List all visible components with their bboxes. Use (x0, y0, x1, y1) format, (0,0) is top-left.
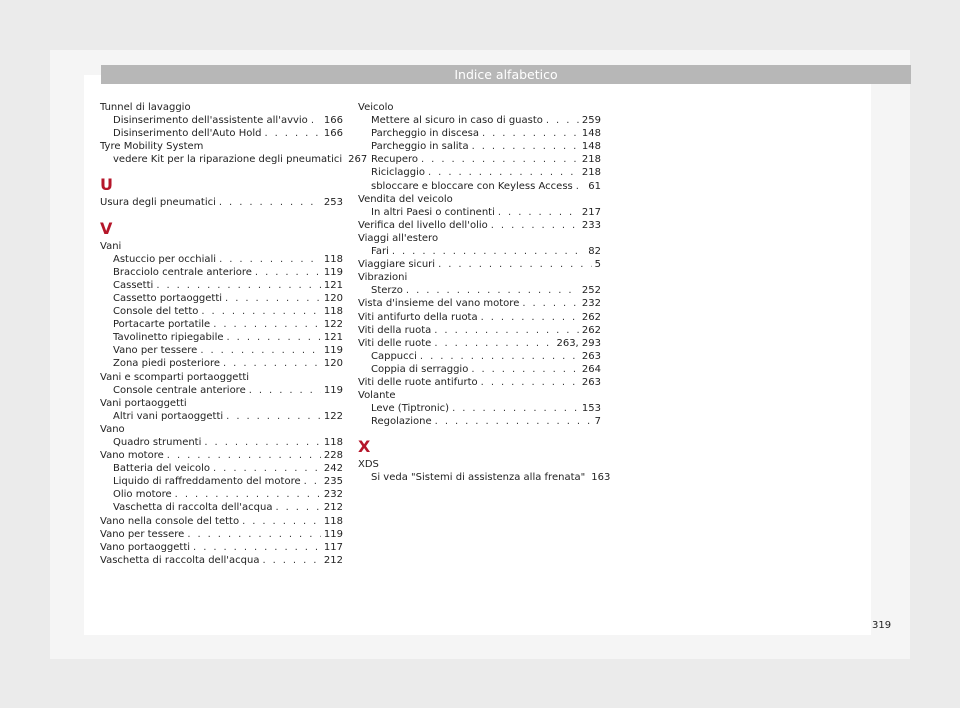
index-entry-label: Cassetto portaoggetti (113, 292, 223, 304)
index-heading (100, 140, 343, 153)
index-entry-label: Vani e scomparti portaoggetti (100, 371, 250, 383)
index-entry-label: Zona piedi posteriore (113, 358, 220, 370)
index-page-ref[interactable]: 166 (323, 115, 343, 127)
index-page-ref[interactable]: 253 (323, 197, 343, 209)
index-entry-label: Leve (Tiptronic) (371, 403, 450, 415)
index-entry[interactable] (358, 153, 601, 166)
index-column-right (358, 101, 611, 485)
index-entry[interactable] (358, 284, 601, 297)
index-entry[interactable] (100, 384, 343, 397)
index-entry[interactable] (358, 180, 601, 193)
dot-leader (311, 114, 321, 127)
dot-leader (434, 337, 553, 350)
index-page-ref[interactable]: 267 (348, 154, 368, 166)
index-entry-label: Tyre Mobility System (100, 141, 204, 153)
index-entry[interactable] (100, 127, 343, 140)
dot-leader (255, 266, 321, 279)
dot-leader (201, 305, 321, 318)
index-entry[interactable] (100, 196, 343, 209)
index-entry-label: Vaschetta di raccolta dell'acqua (113, 502, 273, 514)
dot-leader (392, 245, 585, 258)
index-entry[interactable] (100, 475, 343, 488)
dot-leader (420, 350, 579, 363)
index-entry-label: Disinserimento dell'Auto Hold (113, 128, 262, 140)
index-page-ref[interactable]: 263, 293 (556, 337, 601, 349)
section-header (101, 65, 911, 84)
dot-leader (546, 114, 579, 127)
index-entry-label: Viti della ruota (358, 324, 432, 336)
dot-leader (522, 297, 579, 310)
page-number: 319 (872, 620, 892, 631)
index-entry-label: Vano per tessere (100, 528, 185, 540)
index-entry-label: Si veda "Sistemi di assistenza alla frenata" (371, 472, 586, 484)
index-page-ref[interactable]: 259 (581, 115, 601, 127)
index-page-ref[interactable]: 242 (323, 463, 343, 475)
index-page-ref[interactable]: 119 (323, 345, 343, 357)
index-entry[interactable] (100, 153, 368, 166)
index-heading (358, 193, 601, 206)
index-entry[interactable] (358, 324, 601, 337)
index-page-ref[interactable]: 217 (581, 206, 601, 218)
index-entry[interactable] (358, 415, 601, 428)
index-letter-heading: X (358, 437, 371, 457)
dot-leader (428, 166, 579, 179)
index-entry-label: Viti antifurto della ruota (358, 311, 478, 323)
dot-leader (213, 462, 321, 475)
dot-leader (187, 528, 321, 541)
index-page-ref[interactable]: 118 (323, 436, 343, 448)
dot-leader (204, 436, 321, 449)
dot-leader (227, 331, 321, 344)
dot-leader (219, 196, 321, 209)
index-entry-label: Viti delle ruote (358, 337, 432, 349)
index-entry[interactable] (100, 114, 343, 127)
index-entry-label: Console centrale anteriore (113, 384, 246, 396)
index-entry-label: Altri vani portaoggetti (113, 410, 224, 422)
index-entry[interactable] (100, 292, 343, 305)
index-entry[interactable] (100, 515, 343, 528)
index-entry[interactable] (358, 311, 601, 324)
index-entry[interactable] (100, 318, 343, 331)
dot-leader (200, 344, 321, 357)
index-entry-label: Coppia di serraggio (371, 363, 469, 375)
index-page-ref[interactable]: 252 (581, 285, 601, 297)
index-entry-label: Disinserimento dell'assistente all'avvio (113, 115, 308, 127)
index-entry-label: Portacarte portatile (113, 319, 211, 331)
index-page-ref[interactable]: 82 (588, 246, 601, 258)
index-page-ref[interactable]: 121 (323, 332, 343, 344)
index-entry[interactable] (358, 363, 601, 376)
index-entry-label: Mettere al sicuro in caso di guasto (371, 115, 543, 127)
index-entry-label: Recupero (371, 154, 418, 166)
index-entry-label: Sterzo (371, 285, 403, 297)
index-entry[interactable] (100, 488, 343, 501)
index-page-ref[interactable]: 119 (323, 384, 343, 396)
index-entry-label: Riciclaggio (371, 167, 425, 179)
dot-leader (472, 140, 579, 153)
index-entry-label: Fari (371, 246, 389, 258)
index-entry-label: vedere Kit per la riparazione degli pneumatici (113, 154, 343, 166)
index-page-ref[interactable]: 232 (323, 489, 343, 501)
index-entry[interactable] (358, 297, 601, 310)
index-heading (100, 423, 343, 436)
index-page-ref[interactable]: 218 (581, 154, 601, 166)
index-entry[interactable] (100, 305, 343, 318)
dot-leader (225, 292, 321, 305)
index-heading (358, 271, 601, 284)
index-heading (100, 240, 343, 253)
index-entry-label: Viaggi all'estero (358, 232, 439, 244)
index-letter-heading: U (100, 175, 113, 195)
index-page-ref[interactable]: 118 (323, 515, 343, 527)
index-entry[interactable] (100, 554, 343, 567)
dot-leader (223, 357, 321, 370)
index-entry[interactable] (100, 266, 343, 279)
index-heading (358, 101, 601, 114)
dot-leader (275, 501, 320, 514)
index-entry-label: Vani portaoggetti (100, 397, 187, 409)
dot-leader (156, 279, 321, 292)
index-entry-label: Cassetti (113, 279, 154, 291)
index-page-ref[interactable]: 118 (323, 306, 343, 318)
index-entry-label: Vano nella console del tetto (100, 515, 240, 527)
index-entry-label: Verifica del livello dell'olio (358, 219, 488, 231)
index-page-ref[interactable]: 118 (323, 253, 343, 265)
index-entry[interactable] (358, 206, 601, 219)
dot-leader (452, 402, 579, 415)
index-entry-label: Console del tetto (113, 306, 199, 318)
dot-leader (481, 311, 579, 324)
index-heading (358, 232, 601, 245)
index-entry[interactable] (100, 462, 343, 475)
index-heading (100, 397, 343, 410)
index-page-ref[interactable]: 235 (323, 476, 343, 488)
index-entry-label: In altri Paesi o continenti (371, 206, 495, 218)
index-entry[interactable] (358, 402, 601, 415)
index-entry[interactable] (358, 219, 601, 232)
index-entry[interactable] (358, 337, 601, 350)
index-page-ref[interactable]: 61 (588, 180, 601, 192)
index-page-ref[interactable]: 166 (323, 128, 343, 140)
dot-leader (421, 153, 579, 166)
index-entry[interactable] (100, 449, 343, 462)
dot-leader (264, 127, 320, 140)
index-page-ref[interactable]: 5 (594, 259, 601, 271)
index-entry-label: Astuccio per occhiali (113, 253, 217, 265)
index-entry-label: Vendita del veicolo (358, 193, 453, 205)
index-entry-label: Tunnel di lavaggio (100, 102, 191, 113)
dot-leader (491, 219, 579, 232)
index-page-ref[interactable]: 263 (581, 350, 601, 362)
index-page-ref[interactable]: 233 (581, 219, 601, 231)
index-page-ref[interactable]: 262 (581, 324, 601, 336)
index-heading (358, 458, 601, 471)
index-entry-label: Bracciolo centrale anteriore (113, 266, 252, 278)
index-entry[interactable] (358, 166, 601, 179)
index-page-ref[interactable]: 119 (323, 528, 343, 540)
index-entry[interactable] (358, 258, 601, 271)
index-entry-label: sbloccare e bloccare con Keyless Access (371, 180, 573, 192)
index-entry-label: XDS (358, 459, 379, 471)
index-entry[interactable] (100, 436, 343, 449)
index-page-ref[interactable]: 163 (591, 472, 611, 484)
index-entry[interactable] (358, 376, 601, 389)
dot-leader (193, 541, 321, 554)
index-page-ref[interactable]: 262 (581, 311, 601, 323)
dot-leader (262, 554, 320, 567)
index-entry[interactable] (100, 253, 343, 266)
index-entry-label: Vano per tessere (113, 345, 198, 357)
index-entry[interactable] (100, 528, 343, 541)
index-entry[interactable] (100, 344, 343, 357)
index-entry-label: Batteria del veicolo (113, 463, 210, 475)
index-entry-label: Viti delle ruote antifurto (358, 376, 478, 388)
index-entry[interactable] (358, 245, 601, 258)
index-page-ref[interactable]: 153 (581, 403, 601, 415)
index-entry-label: Quadro strumenti (113, 436, 202, 448)
index-page-ref[interactable]: 232 (581, 298, 601, 310)
index-entry[interactable] (100, 410, 343, 423)
dot-leader (175, 488, 321, 501)
dot-leader (304, 475, 321, 488)
dot-leader (576, 180, 586, 193)
index-entry[interactable] (358, 140, 601, 153)
dot-leader (481, 376, 579, 389)
index-entry[interactable] (100, 541, 343, 554)
index-page-ref[interactable]: 121 (323, 279, 343, 291)
index-entry[interactable] (100, 501, 343, 514)
dot-leader (167, 449, 321, 462)
index-entry-label: Viaggiare sicuri (358, 259, 436, 271)
index-page-ref[interactable]: 120 (323, 358, 343, 370)
index-page-ref[interactable]: 7 (594, 416, 601, 428)
index-page-ref[interactable]: 122 (323, 410, 343, 422)
index-heading (100, 101, 343, 114)
index-entry-label: Vani (100, 240, 122, 252)
index-entry[interactable] (358, 114, 601, 127)
index-page-ref[interactable]: 264 (581, 363, 601, 375)
index-entry-label: Vista d'insieme del vano motore (358, 298, 520, 310)
index-entry-label: Tavolinetto ripiegabile (113, 332, 224, 344)
section-title: Indice alfabetico (454, 67, 558, 82)
index-entry-label: Volante (358, 390, 396, 402)
index-heading (100, 371, 343, 384)
index-entry-label: Cappucci (371, 350, 417, 362)
dot-leader (406, 284, 579, 297)
index-entry-label: Usura degli pneumatici (100, 197, 216, 209)
index-entry-label: Vano (100, 423, 125, 435)
index-heading (358, 389, 601, 402)
dot-leader (249, 384, 321, 397)
index-page-ref[interactable]: 263 (581, 376, 601, 388)
index-entry-label: Parcheggio in salita (371, 141, 469, 153)
index-column-left (100, 101, 368, 567)
dot-leader (219, 253, 321, 266)
dot-leader (482, 127, 579, 140)
index-page-ref[interactable]: 218 (581, 167, 601, 179)
index-entry-label: Vano motore (100, 450, 164, 462)
index-page-ref[interactable]: 122 (323, 319, 343, 331)
index-page-ref[interactable]: 119 (323, 266, 343, 278)
index-entry-label: Vibrazioni (358, 272, 408, 284)
index-page-ref[interactable]: 228 (323, 450, 343, 462)
index-entry-label: Vano portaoggetti (100, 541, 191, 553)
index-page-ref[interactable]: 148 (581, 128, 601, 140)
dot-leader (226, 410, 321, 423)
index-entry[interactable] (100, 331, 343, 344)
index-entry[interactable] (358, 350, 601, 363)
index-entry-label: Liquido di raffreddamento del motore (113, 476, 301, 488)
index-entry[interactable] (100, 357, 343, 370)
dot-leader (438, 258, 592, 271)
index-entry-label: Regolazione (371, 416, 432, 428)
dot-leader (213, 318, 321, 331)
index-entry[interactable] (358, 471, 611, 484)
index-page-ref[interactable]: 117 (323, 541, 343, 553)
index-letter-heading: V (100, 218, 113, 238)
index-page-ref[interactable]: 212 (323, 554, 343, 566)
dot-leader (242, 515, 321, 528)
index-entry-label: Olio motore (113, 489, 172, 501)
index-page-ref[interactable]: 120 (323, 292, 343, 304)
index-entry[interactable] (100, 279, 343, 292)
dot-leader (434, 324, 579, 337)
index-entry-label: Veicolo (358, 102, 394, 113)
index-page-ref[interactable]: 212 (323, 502, 343, 514)
dot-leader (435, 415, 592, 428)
index-entry[interactable] (358, 127, 601, 140)
dot-leader (471, 363, 579, 376)
index-entry-label: Vaschetta di raccolta dell'acqua (100, 554, 260, 566)
dot-leader (498, 206, 579, 219)
index-entry-label: Parcheggio in discesa (371, 128, 479, 140)
index-page-ref[interactable]: 148 (581, 141, 601, 153)
